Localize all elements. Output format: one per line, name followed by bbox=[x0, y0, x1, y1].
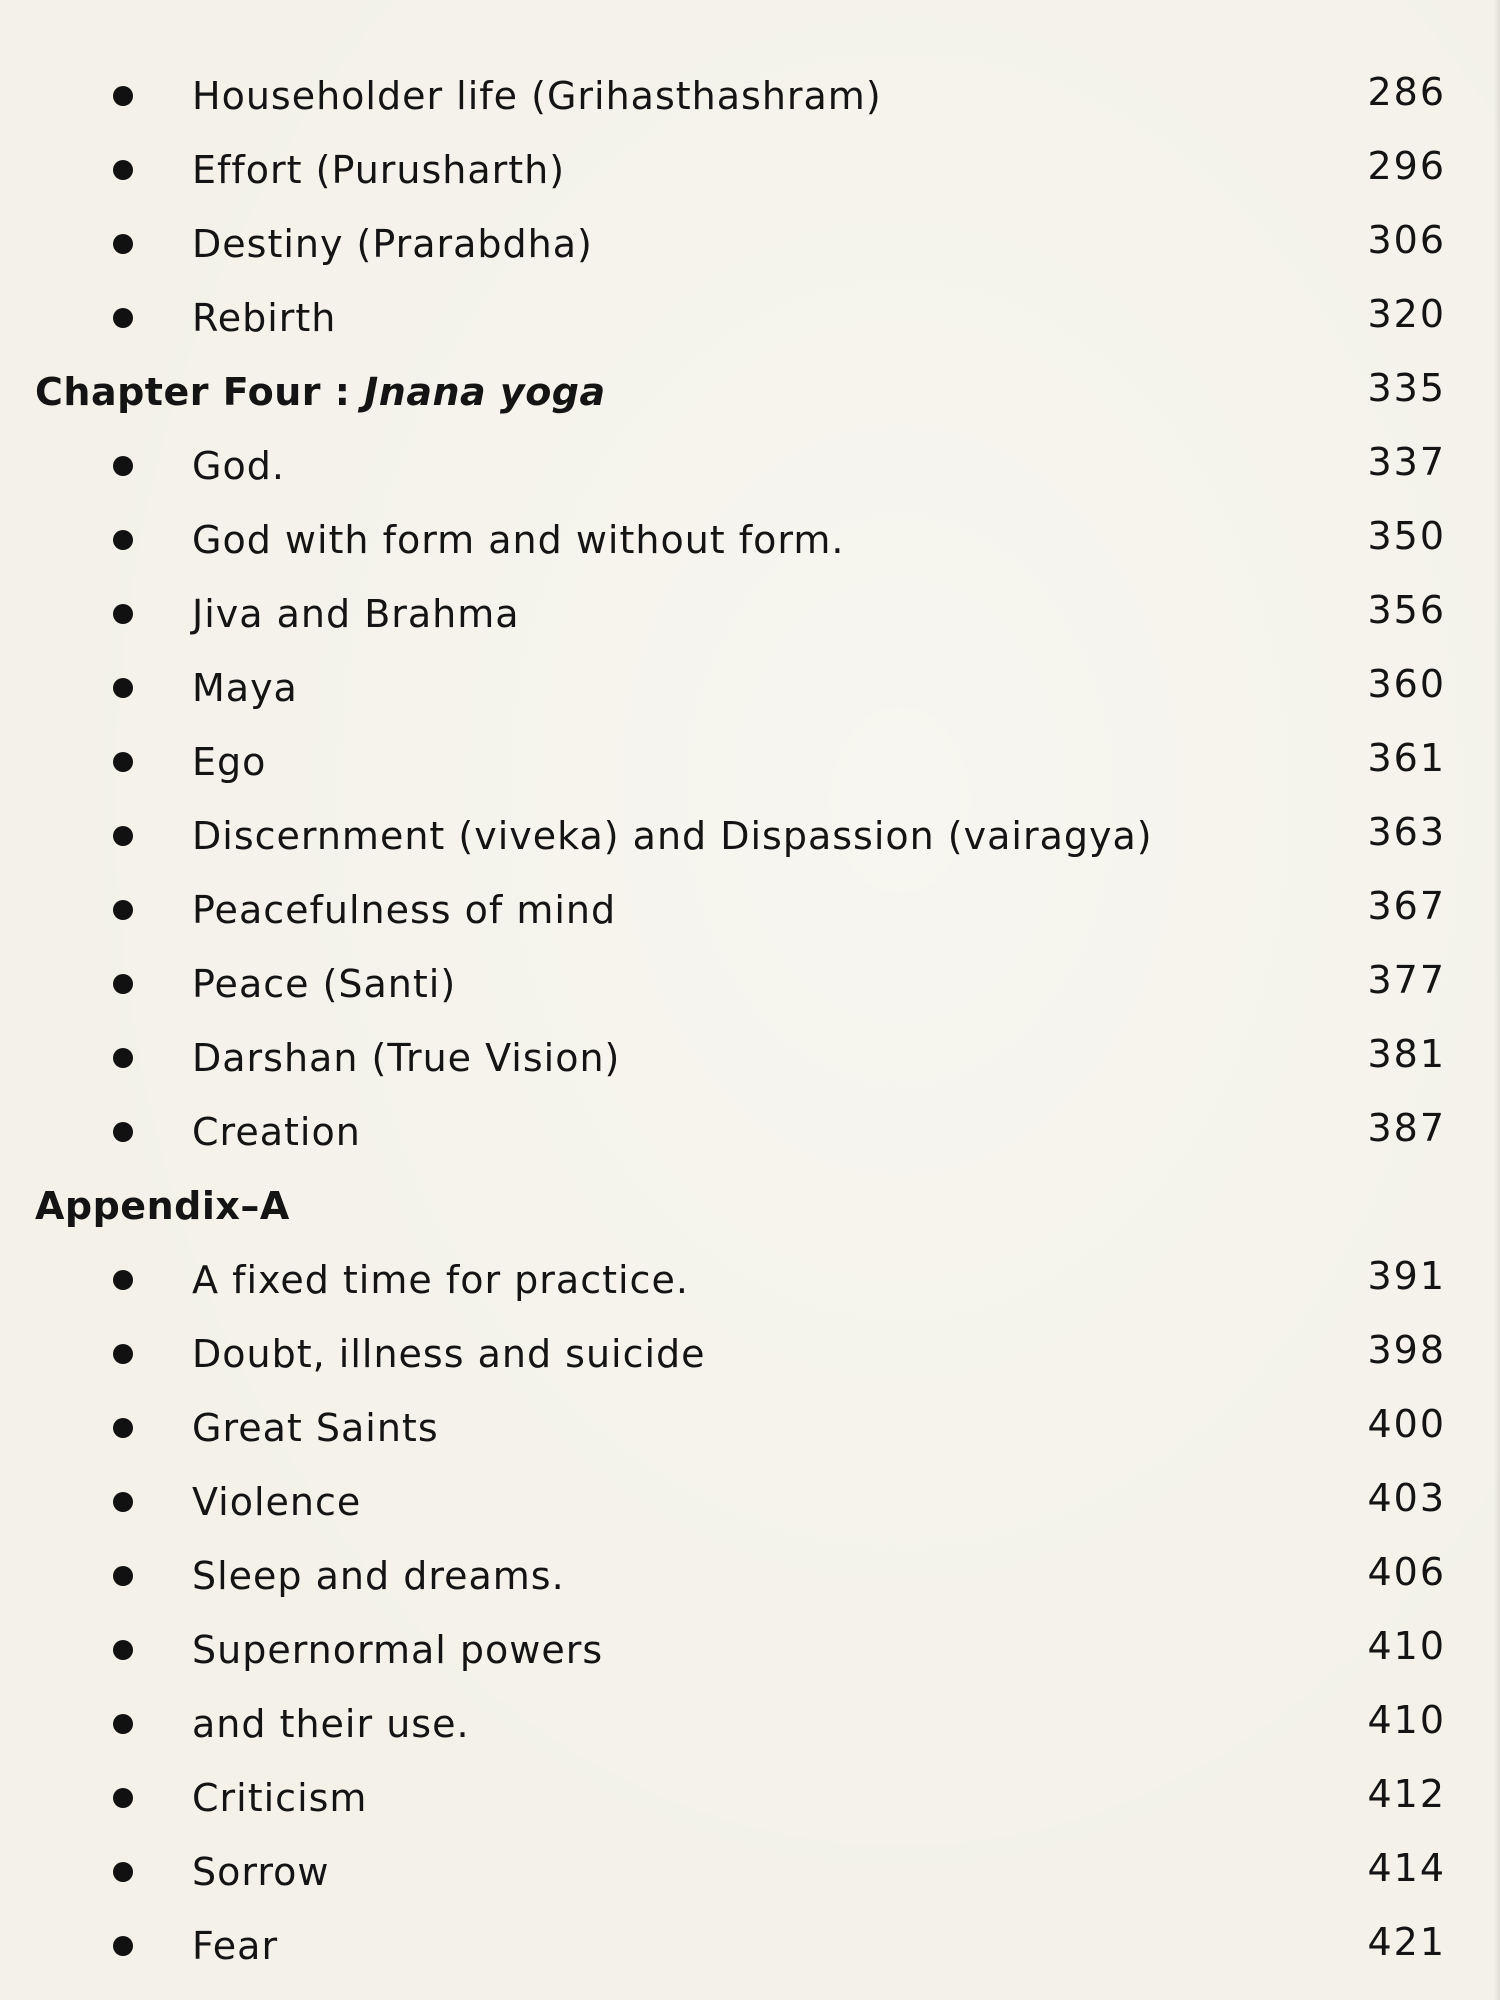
toc-entry bbox=[0, 1252, 1500, 1312]
toc-entry-page: 400 bbox=[1367, 1402, 1446, 1446]
bullet-icon bbox=[113, 1048, 133, 1068]
toc-entry bbox=[0, 808, 1500, 868]
page-edge-shadow bbox=[1494, 0, 1500, 2000]
toc-entry-label: A fixed time for practice. bbox=[192, 1258, 689, 1302]
chapter-page: 335 bbox=[1367, 366, 1446, 410]
toc-entry-page: 350 bbox=[1367, 514, 1446, 558]
toc-entry bbox=[0, 1400, 1500, 1460]
toc-entry-label: Sleep and dreams. bbox=[192, 1554, 565, 1598]
toc-entry-page: 286 bbox=[1367, 70, 1446, 114]
toc-entry-label: Doubt, illness and suicide bbox=[192, 1332, 706, 1376]
toc-entry-label: Maya bbox=[192, 666, 298, 710]
chapter-heading bbox=[0, 364, 1500, 424]
toc-entry-page: 367 bbox=[1367, 884, 1446, 928]
bullet-icon bbox=[113, 1270, 133, 1290]
toc-entry bbox=[0, 68, 1500, 128]
toc-entry bbox=[0, 1030, 1500, 1090]
toc-entry-label: Great Saints bbox=[192, 1406, 439, 1450]
toc-entry bbox=[0, 1770, 1500, 1830]
toc-entry-label: and their use. bbox=[192, 1702, 470, 1746]
toc-entry-label: Sorrow bbox=[192, 1850, 330, 1894]
toc-entry-label: Rebirth bbox=[192, 296, 337, 340]
toc-entry-label: Fear bbox=[192, 1924, 279, 1968]
toc-entry-page: 337 bbox=[1367, 440, 1446, 484]
bullet-icon bbox=[113, 530, 133, 550]
appendix-title: Appendix–A bbox=[35, 1184, 290, 1228]
bullet-icon bbox=[113, 1566, 133, 1586]
toc-entry bbox=[0, 438, 1500, 498]
toc-entry-page: 410 bbox=[1367, 1624, 1446, 1668]
chapter-prefix: Chapter Four : bbox=[35, 370, 351, 414]
bullet-icon bbox=[113, 308, 133, 328]
toc-entry bbox=[0, 586, 1500, 646]
toc-entry-page: 387 bbox=[1367, 1106, 1446, 1150]
bullet-icon bbox=[113, 1344, 133, 1364]
bullet-icon bbox=[113, 604, 133, 624]
toc-entry-label: Jiva and Brahma bbox=[192, 592, 520, 636]
bullet-icon bbox=[113, 752, 133, 772]
appendix-heading bbox=[0, 1178, 1500, 1238]
bullet-icon bbox=[113, 900, 133, 920]
toc-entry bbox=[0, 1474, 1500, 1534]
toc-entry-label: Supernormal powers bbox=[192, 1628, 604, 1672]
toc-entry-page: 306 bbox=[1367, 218, 1446, 262]
toc-entry bbox=[0, 1548, 1500, 1608]
toc-entry-page: 320 bbox=[1367, 292, 1446, 336]
bullet-icon bbox=[113, 1936, 133, 1956]
toc-entry-page: 412 bbox=[1367, 1772, 1446, 1816]
bullet-icon bbox=[113, 974, 133, 994]
toc-entry bbox=[0, 142, 1500, 202]
toc-entry-label: God with form and without form. bbox=[192, 518, 845, 562]
toc-entry-label: Darshan (True Vision) bbox=[192, 1036, 621, 1080]
toc-entry-page: 363 bbox=[1367, 810, 1446, 854]
toc-entry-label: Peacefulness of mind bbox=[192, 888, 617, 932]
toc-entry bbox=[0, 1326, 1500, 1386]
toc-entry-page: 410 bbox=[1367, 1698, 1446, 1742]
bullet-icon bbox=[113, 234, 133, 254]
toc-entry-page: 381 bbox=[1367, 1032, 1446, 1076]
toc-entry bbox=[0, 290, 1500, 350]
toc-entry bbox=[0, 1696, 1500, 1756]
toc-entry-page: 406 bbox=[1367, 1550, 1446, 1594]
toc-entry-page: 421 bbox=[1367, 1920, 1446, 1964]
chapter-name: Jnana yoga bbox=[364, 370, 606, 414]
bullet-icon bbox=[113, 1714, 133, 1734]
toc-entry-page: 391 bbox=[1367, 1254, 1446, 1298]
toc-entry-label: Creation bbox=[192, 1110, 361, 1154]
toc-entry-page: 356 bbox=[1367, 588, 1446, 632]
toc-entry bbox=[0, 512, 1500, 572]
toc-entry bbox=[0, 882, 1500, 942]
bullet-icon bbox=[113, 1418, 133, 1438]
toc-entry-label: Destiny (Prarabdha) bbox=[192, 222, 593, 266]
bullet-icon bbox=[113, 826, 133, 846]
toc-entry-label: Violence bbox=[192, 1480, 362, 1524]
toc-entry bbox=[0, 1844, 1500, 1904]
toc-entry-label: Criticism bbox=[192, 1776, 368, 1820]
bullet-icon bbox=[113, 1122, 133, 1142]
toc-entry bbox=[0, 1104, 1500, 1164]
chapter-title bbox=[35, 368, 606, 416]
toc-entry-label: Ego bbox=[192, 740, 267, 784]
bullet-icon bbox=[113, 86, 133, 106]
toc-entry-label: God. bbox=[192, 444, 285, 488]
bullet-icon bbox=[113, 1492, 133, 1512]
toc-entry-label: Householder life (Grihasthashram) bbox=[192, 74, 882, 118]
bullet-icon bbox=[113, 1862, 133, 1882]
toc-entry-page: 296 bbox=[1367, 144, 1446, 188]
toc-entry-page: 377 bbox=[1367, 958, 1446, 1002]
toc-entry bbox=[0, 1918, 1500, 1978]
bullet-icon bbox=[113, 456, 133, 476]
toc-entry bbox=[0, 216, 1500, 276]
toc-entry bbox=[0, 956, 1500, 1016]
toc-entry-page: 361 bbox=[1367, 736, 1446, 780]
bullet-icon bbox=[113, 1640, 133, 1660]
toc-entry-page: 360 bbox=[1367, 662, 1446, 706]
toc-entry bbox=[0, 660, 1500, 720]
bullet-icon bbox=[113, 678, 133, 698]
toc-entry bbox=[0, 734, 1500, 794]
toc-entry-page: 414 bbox=[1367, 1846, 1446, 1890]
bullet-icon bbox=[113, 160, 133, 180]
toc-entry-page: 403 bbox=[1367, 1476, 1446, 1520]
toc-entry-page: 398 bbox=[1367, 1328, 1446, 1372]
toc-entry-label: Discernment (viveka) and Dispassion (vairagya) bbox=[192, 814, 1153, 858]
toc-entry-label: Peace (Santi) bbox=[192, 962, 457, 1006]
bullet-icon bbox=[113, 1788, 133, 1808]
toc-entry-label: Effort (Purusharth) bbox=[192, 148, 566, 192]
toc-entry bbox=[0, 1622, 1500, 1682]
